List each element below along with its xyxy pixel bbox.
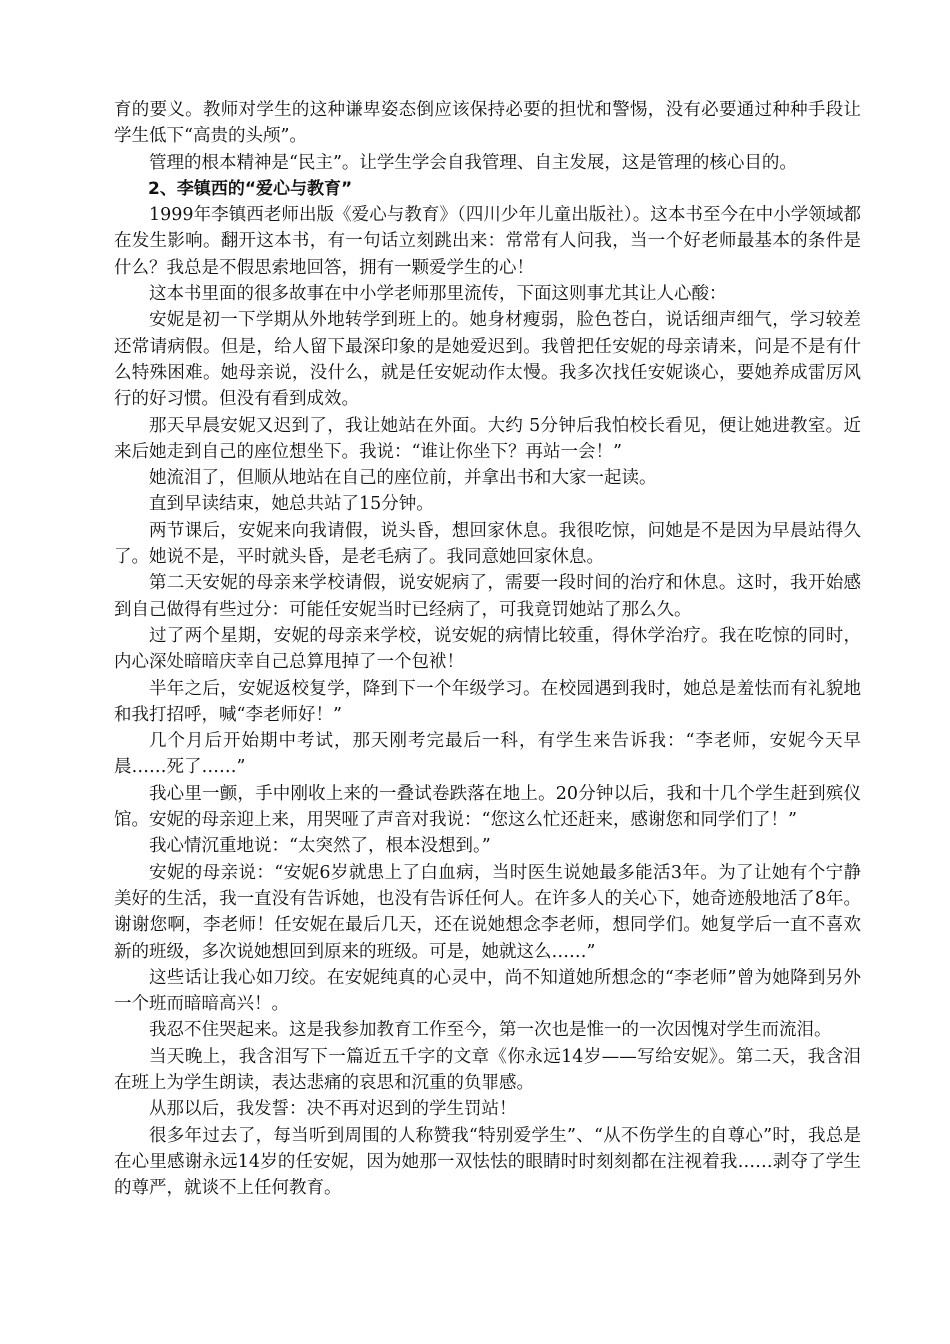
section-heading: 2、李镇西的“爱心与教育” bbox=[148, 178, 353, 199]
document-page bbox=[114, 97, 861, 1201]
paragraph: 很多年过去了，每当听到周围的人称赞我“特别爱学生”、“从不伤学生的自尊心”时，我总是在心里感谢永远14岁的任安妮，因为她那一双怯怯的眼睛时时刻刻都在注视着我……剥夺了学生的尊严，就谈不上任何教育。 bbox=[114, 1125, 861, 1199]
paragraph-management-spirit: 管理的根本精神是“民主”。让学生学会自我管理、自主发展，这是管理的核心目的。 bbox=[149, 152, 797, 173]
paragraph: 几个月后开始期中考试，那天刚考完最后一科，有学生来告诉我：“李老师，安妮今天早晨……死了……” bbox=[114, 731, 861, 778]
paragraph-continued: 育的要义。教师对学生的这种谦卑姿态倒应该保持必要的担忧和警惕，没有必要通过种种手段让学生低下“高贵的头颅”。 bbox=[114, 100, 861, 147]
paragraph: 安妮是初一下学期从外地转学到班上的。她身材瘦弱，脸色苍白，说话细声细气，学习较差还常请病假。但是，给人留下最深印象的是她爱迟到。我曾把任安妮的母亲请来，问是不是有什么特殊困难。她母亲说，没什么，就是任安妮动作太慢。我多次找任安妮谈心，要她养成雷厉风行的好习惯。但没有看到成效。 bbox=[114, 310, 861, 410]
paragraph: 过了两个星期，安妮的母亲来学校，说安妮的病情比较重，得休学治疗。我在吃惊的同时，内心深处暗暗庆幸自己总算甩掉了一个包袱！ bbox=[114, 625, 861, 673]
paragraph: 半年之后，安妮返校复学，降到下一个年级学习。在校园遇到我时，她总是羞怯而有礼貌地和我打招呼，喊“李老师好！” bbox=[114, 678, 861, 725]
paragraph: 我心情沉重地说：“太突然了，根本没想到。” bbox=[149, 836, 491, 857]
paragraph: 直到早读结束，她总共站了15分钟。 bbox=[149, 494, 434, 515]
paragraph: 1999年李镇西老师出版《爱心与教育》（四川少年儿童出版社）。这本书至今在中小学领域都在发生影响。翻开这本书，有一句话立刻跳出来：常常有人问我，当一个好老师最基本的条件是什么？我总是不假思索地回答，拥有一颗爱学生的心！ bbox=[114, 205, 861, 278]
paragraph: 她流泪了，但顺从地站在自己的座位前，并拿出书和大家一起读。 bbox=[149, 468, 657, 489]
paragraph: 安妮的母亲说：“安妮6岁就患上了白血病，当时医生说她最多能活3年。为了让她有个宁静美好的生活，我一直没有告诉她，也没有告诉任何人。在许多人的关心下，她奇迹般地活了8年。谢谢您啊，李老师！任安妮在最后几天，还在说她想念李老师，想同学们。她复学后一直不喜欢新的班级，多次说她想回到原来的班级。可是，她就这么……” bbox=[114, 862, 861, 962]
paragraph: 从那以后，我发誓：决不再对迟到的学生罚站！ bbox=[149, 1099, 517, 1120]
paragraph: 我心里一颤，手中刚收上来的一叠试卷跌落在地上。20分钟以后，我和十几个学生赶到殡仪馆。安妮的母亲迎上来，用哭哑了声音对我说：“您这么忙还赶来，感谢您和同学们了！” bbox=[114, 783, 861, 831]
paragraph: 这些话让我心如刀绞。在安妮纯真的心灵中，尚不知道她所想念的“李老师”曾为她降到另外一个班而暗暗高兴！。 bbox=[114, 967, 861, 1015]
paragraph: 第二天安妮的母亲来学校请假，说安妮病了，需要一段时间的治疗和休息。这时，我开始感到自己做得有些过分：可能任安妮当时已经病了，可我竟罚她站了那么久。 bbox=[114, 573, 861, 620]
paragraph: 我忍不住哭起来。这是我参加教育工作至今，第一次也是惟一的一次因愧对学生而流泪。 bbox=[149, 1020, 832, 1041]
paragraph: 两节课后，安妮来向我请假，说头昏，想回家休息。我很吃惊，问她是不是因为早晨站得久了。她说不是，平时就头昏，是老毛病了。我同意她回家休息。 bbox=[114, 520, 861, 568]
paragraph: 当天晚上，我含泪写下一篇近五千字的文章《你永远14岁——写给安妮》。第二天，我含泪在班上为学生朗读，表达悲痛的哀思和沉重的负罪感。 bbox=[114, 1046, 861, 1093]
paragraph: 这本书里面的很多故事在中小学老师那里流传，下面这则事尤其让人心酸： bbox=[149, 284, 727, 305]
paragraph: 那天早晨安妮又迟到了，我让她站在外面。大约 5分钟后我怕校长看见，便让她进教室。近来后她走到自己的座位想坐下。我说：“谁让你坐下？再站一会！” bbox=[114, 415, 861, 462]
